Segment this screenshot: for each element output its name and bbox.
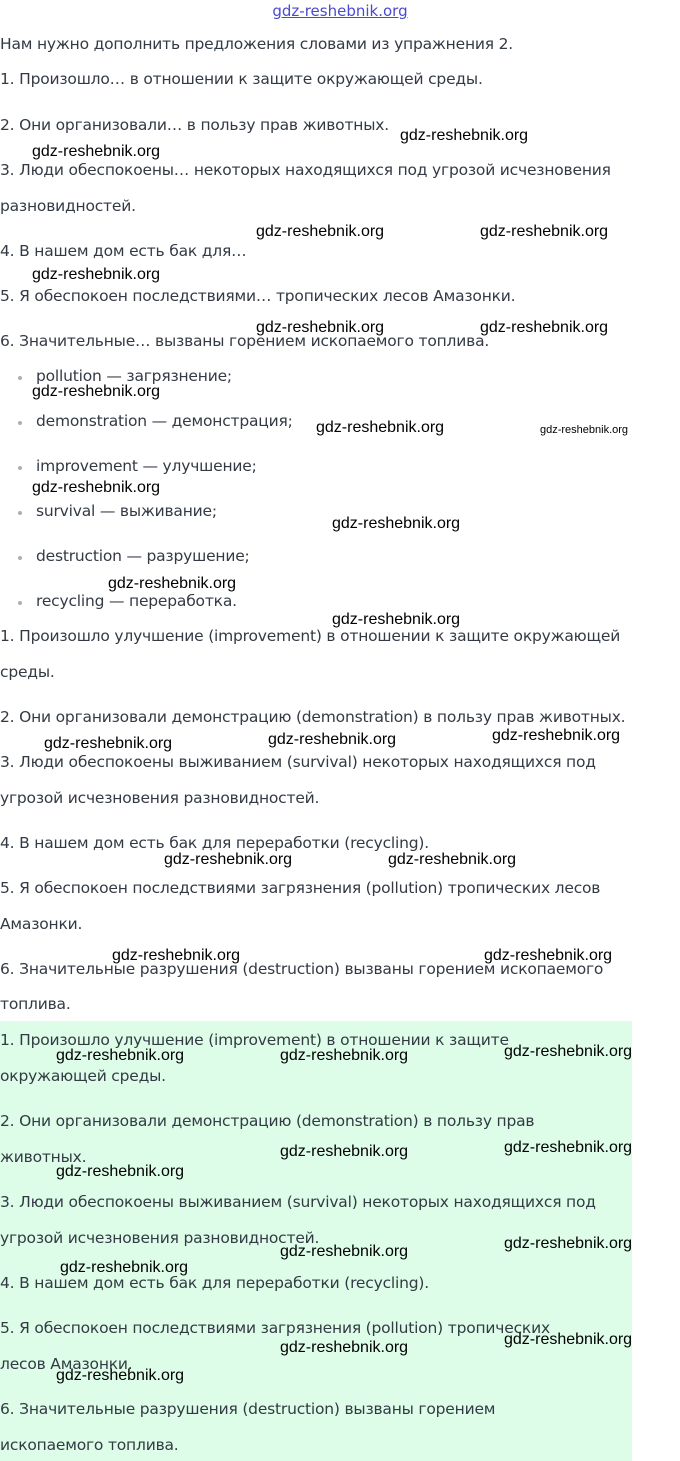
- task-line: 1. Произошло… в отношении к защите окружающей среды.: [0, 70, 483, 88]
- answer-line: 6. Значительные разрушения (destruction) вызваны горением ископаемого: [0, 960, 604, 978]
- boxed-answer-line: 3. Люди обеспокоены выживанием (survival) некоторых находящихся под: [0, 1193, 596, 1211]
- watermark: gdz-reshebnik.org: [44, 735, 173, 752]
- list-bullet: [18, 511, 22, 515]
- answer-line: среды.: [0, 663, 55, 681]
- boxed-answer-line: животных.: [0, 1148, 87, 1166]
- watermark: gdz-reshebnik.org: [480, 223, 609, 240]
- answer-line: 3. Люди обеспокоены выживанием (survival) некоторых находящихся под: [0, 753, 596, 771]
- watermark: gdz-reshebnik.org: [56, 1047, 185, 1064]
- watermark: gdz-reshebnik.org: [504, 1331, 633, 1348]
- watermark: gdz-reshebnik.org: [32, 383, 161, 400]
- boxed-answer-line: угрозой исчезновения разновидностей.: [0, 1229, 320, 1247]
- intro-text: Нам нужно дополнить предложения словами из упражнения 2.: [0, 35, 513, 53]
- watermark: gdz-reshebnik.org: [332, 611, 461, 628]
- boxed-answer-line: ископаемого топлива.: [0, 1436, 179, 1454]
- boxed-answer-line: 5. Я обеспокоен последствиями загрязнения (pollution) тропических: [0, 1319, 550, 1337]
- vocab-item: destruction — разрушение;: [36, 547, 250, 565]
- boxed-answer-line: 4. В нашем дом есть бак для переработки (recycling).: [0, 1274, 429, 1292]
- watermark: gdz-reshebnik.org: [32, 266, 161, 283]
- watermark: gdz-reshebnik.org: [60, 1259, 189, 1276]
- answer-line: 4. В нашем дом есть бак для переработки (recycling).: [0, 834, 429, 852]
- answer-line: 1. Произошло улучшение (improvement) в отношении к защите окружающей: [0, 627, 621, 645]
- answer-line: 2. Они организовали демонстрацию (demonstration) в пользу прав животных.: [0, 708, 626, 726]
- watermark: gdz-reshebnik.org: [484, 947, 613, 964]
- boxed-answer-line: лесов Амазонки.: [0, 1355, 133, 1373]
- watermark: gdz-reshebnik.org: [540, 424, 629, 436]
- watermark: gdz-reshebnik.org: [280, 1339, 409, 1356]
- watermark: gdz-reshebnik.org: [108, 575, 237, 592]
- vocab-item: recycling — переработка.: [36, 592, 237, 610]
- vocab-item: pollution — загрязнение;: [36, 367, 232, 385]
- watermark: gdz-reshebnik.org: [32, 143, 161, 160]
- answer-line: топлива.: [0, 995, 71, 1013]
- watermark: gdz-reshebnik.org: [400, 127, 529, 144]
- list-bullet: [18, 466, 22, 470]
- list-bullet: [18, 556, 22, 560]
- vocab-item: survival — выживание;: [36, 502, 217, 520]
- task-line: 6. Значительные… вызваны горением ископаемого топлива.: [0, 332, 490, 350]
- boxed-answer-line: 2. Они организовали демонстрацию (demonstration) в пользу прав: [0, 1112, 535, 1130]
- watermark: gdz-reshebnik.org: [56, 1163, 185, 1180]
- answer-line: угрозой исчезновения разновидностей.: [0, 789, 320, 807]
- watermark: gdz-reshebnik.org: [480, 319, 609, 336]
- list-bullet: [18, 421, 22, 425]
- vocab-item: improvement — улучшение;: [36, 457, 257, 475]
- watermark: gdz-reshebnik.org: [164, 851, 293, 868]
- task-line: 3. Люди обеспокоены… некоторых находящихся под угрозой исчезновения: [0, 161, 611, 179]
- watermark: gdz-reshebnik.org: [504, 1043, 633, 1060]
- watermark: gdz-reshebnik.org: [492, 727, 621, 744]
- task-line: 4. В нашем дом есть бак для…: [0, 242, 247, 260]
- task-line: разновидностей.: [0, 197, 136, 215]
- boxed-answer-line: окружающей среды.: [0, 1067, 166, 1085]
- site-header-link[interactable]: gdz-reshebnik.org: [272, 2, 408, 20]
- watermark: gdz-reshebnik.org: [332, 515, 461, 532]
- answer-line: Амазонки.: [0, 915, 83, 933]
- watermark: gdz-reshebnik.org: [268, 731, 397, 748]
- watermark: gdz-reshebnik.org: [280, 1047, 409, 1064]
- watermark: gdz-reshebnik.org: [316, 419, 445, 436]
- watermark: gdz-reshebnik.org: [256, 223, 385, 240]
- watermark: gdz-reshebnik.org: [280, 1243, 409, 1260]
- task-line: 2. Они организовали… в пользу прав животных.: [0, 116, 389, 134]
- watermark: gdz-reshebnik.org: [256, 319, 385, 336]
- boxed-answer-line: 1. Произошло улучшение (improvement) в отношении к защите: [0, 1031, 509, 1049]
- answer-line: 5. Я обеспокоен последствиями загрязнения (pollution) тропических лесов: [0, 879, 601, 897]
- boxed-answer-line: 6. Значительные разрушения (destruction) вызваны горением: [0, 1400, 496, 1418]
- task-line: 5. Я обеспокоен последствиями… тропических лесов Амазонки.: [0, 287, 516, 305]
- vocab-item: demonstration — демонстрация;: [36, 412, 293, 430]
- watermark: gdz-reshebnik.org: [112, 947, 241, 964]
- watermark: gdz-reshebnik.org: [280, 1143, 409, 1160]
- list-bullet: [18, 601, 22, 605]
- watermark: gdz-reshebnik.org: [388, 851, 517, 868]
- watermark: gdz-reshebnik.org: [56, 1367, 185, 1384]
- list-bullet: [18, 376, 22, 380]
- watermark: gdz-reshebnik.org: [32, 479, 161, 496]
- watermark: gdz-reshebnik.org: [504, 1139, 633, 1156]
- watermark: gdz-reshebnik.org: [504, 1235, 633, 1252]
